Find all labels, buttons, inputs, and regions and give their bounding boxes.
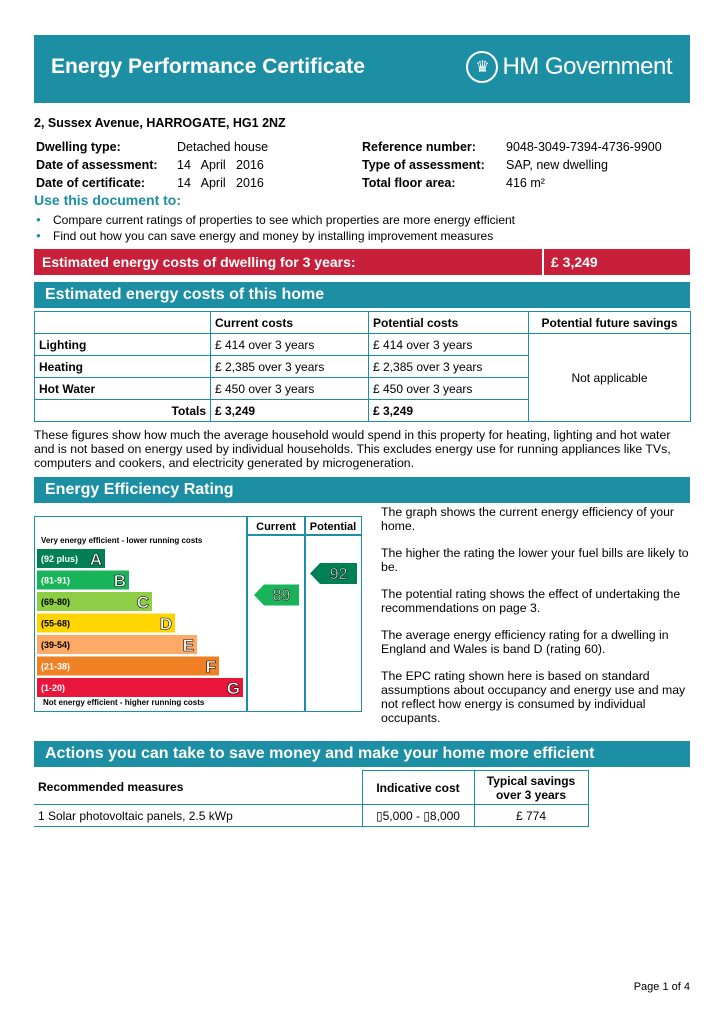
detail-value: 416 m² <box>506 176 545 190</box>
use-heading: Use this document to: <box>34 192 182 208</box>
header-banner <box>34 35 690 103</box>
current-column-label: Current <box>256 521 296 533</box>
energy-rating-chart <box>34 516 362 712</box>
rating-section-title: Energy Efficiency Rating <box>34 477 690 503</box>
rating-band-g <box>37 678 243 697</box>
row-potential: £ 2,385 over 3 years <box>369 356 529 378</box>
row-current: £ 2,385 over 3 years <box>211 356 369 378</box>
row-name: Hot Water <box>35 378 211 400</box>
costs-table <box>34 311 691 422</box>
header-cell: Indicative cost <box>362 771 474 805</box>
table-row <box>35 334 691 356</box>
rating-explanation <box>381 505 691 738</box>
use-bullets <box>36 212 515 244</box>
detail-value: 9048-3049-7394-4736-9900 <box>506 140 662 154</box>
property-address: 2, Sussex Avenue, HARROGATE, HG1 2NZ <box>34 116 286 130</box>
explanation-paragraph: The potential rating shows the effect of undertaking the recommendations on page 3. <box>381 587 681 615</box>
row-name: Lighting <box>35 334 211 356</box>
row-potential: £ 414 over 3 years <box>369 334 529 356</box>
header-cell: Current costs <box>211 312 369 334</box>
savings-cell: Not applicable <box>529 334 691 422</box>
explanation-paragraph: The higher the rating the lower your fuel bills are likely to be. <box>381 546 689 574</box>
estimated-total-label: Estimated energy costs of dwelling for 3 years: <box>42 254 356 270</box>
rating-band-range: (69-80) <box>41 597 71 607</box>
royal-crest-icon: ♛ <box>466 51 498 83</box>
rating-band-range: (1-20) <box>41 683 66 693</box>
row-name: Heating <box>35 356 211 378</box>
detail-label: Reference number: <box>362 140 476 154</box>
rating-band-range: (39-54) <box>41 640 71 650</box>
header-cell: Typical savings over 3 years <box>474 771 588 805</box>
rating-band-letter: B <box>113 571 126 591</box>
hm-government-logo: ♛ HM Government <box>466 51 672 83</box>
current-rating-value: 89 <box>272 587 291 605</box>
detail-value: 14 April 2016 <box>177 158 264 172</box>
bottom-scale-label: Not energy efficient - higher running costs <box>43 698 205 707</box>
rating-band-range: (55-68) <box>41 618 71 629</box>
estimated-total-value: £ 3,249 <box>551 254 598 270</box>
potential-rating-value: 92 <box>329 566 348 583</box>
rating-band-letter: F <box>205 657 216 677</box>
detail-value: SAP, new dwelling <box>506 158 608 172</box>
header-cell: Recommended measures <box>34 771 362 805</box>
detail-label: Type of assessment: <box>362 158 485 172</box>
detail-value: Detached house <box>177 140 269 154</box>
rating-band-range: (21-38) <box>41 661 71 672</box>
row-current: £ 450 over 3 years <box>211 378 369 400</box>
totals-potential: £ 3,249 <box>369 400 529 422</box>
explanation-paragraph: The graph shows the current energy efficiency of your home. <box>381 505 675 533</box>
estimated-total-bar <box>34 249 690 275</box>
rating-band-range: (81-91) <box>41 575 71 586</box>
page-title: Energy Performance Certificate <box>51 55 365 78</box>
details-left <box>36 138 268 192</box>
explanation-paragraph: The EPC rating shown here is based on standard assumptions about occupancy and energy use and may not reflect how energy is consumed by individual occupants. <box>381 669 686 725</box>
detail-label: Total floor area: <box>362 176 456 190</box>
divider <box>542 249 544 275</box>
page-number: Page 1 of 4 <box>633 981 690 993</box>
detail-label: Dwelling type: <box>36 140 121 154</box>
detail-label: Date of assessment: <box>36 158 158 172</box>
row-potential: £ 450 over 3 years <box>369 378 529 400</box>
actions-section-title: Actions you can take to save money and make your home more efficient <box>34 741 690 767</box>
saving-cell: £ 774 <box>474 805 588 827</box>
rating-band-letter: G <box>226 679 240 698</box>
bullet-item: ● Find out how you can save energy and money by installing improvement measures <box>36 228 515 244</box>
rating-band-letter: A <box>89 550 102 569</box>
row-current: £ 414 over 3 years <box>211 334 369 356</box>
top-scale-label: Very energy efficient - lower running costs <box>41 536 203 545</box>
explanation-paragraph: The average energy efficiency rating for a dwelling in England and Wales is band D (rating 60). <box>381 628 669 656</box>
actions-table <box>34 770 589 827</box>
totals-current: £ 3,249 <box>211 400 369 422</box>
rating-graphic <box>35 517 361 711</box>
table-row <box>34 805 588 827</box>
cost-cell: ▯5,000 - ▯8,000 <box>362 805 474 827</box>
header-cell: Potential future savings <box>529 312 691 334</box>
rating-band-letter: E <box>182 636 194 655</box>
rating-band-letter: C <box>136 593 149 612</box>
header-cell <box>35 312 211 334</box>
bullet-item: ● Compare current ratings of properties to see which properties are more energy efficient <box>36 212 515 228</box>
potential-column-label: Potential <box>309 521 357 533</box>
detail-value: 14 April 2016 <box>177 176 264 190</box>
costs-note: These figures show how much the average household would spend in this property for heating, lighting and hot water and is not based on energy used by individual households. This excludes energy use for running appliances like TVs, computers and cookers, and electricity generated by microgeneration. <box>34 428 671 470</box>
table-header-row <box>34 771 588 805</box>
totals-label: Totals <box>35 400 211 422</box>
detail-label: Date of certificate: <box>36 176 146 190</box>
header-cell: Potential costs <box>369 312 529 334</box>
costs-section-title: Estimated energy costs of this home <box>34 282 690 308</box>
rating-band-letter: D <box>159 614 172 634</box>
rating-band-range: (92 plus) <box>41 554 79 564</box>
table-header-row <box>35 312 691 334</box>
measure-cell: 1 Solar photovoltaic panels, 2.5 kWp <box>34 805 362 827</box>
details-right <box>362 138 662 192</box>
